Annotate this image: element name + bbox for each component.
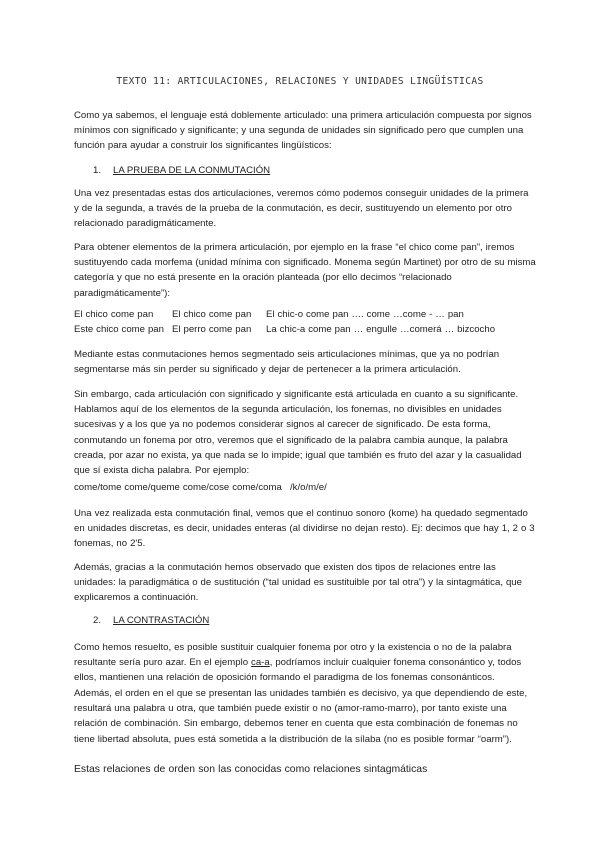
example-cell: El chico come pan <box>74 309 154 320</box>
section-1-heading <box>93 164 270 178</box>
example-cell: El perro come pan <box>172 324 252 336</box>
phoneme-example-words: come/tome come/queme come/cose come/coma <box>74 482 282 493</box>
example-row-2 <box>74 322 536 337</box>
section-2-paragraph-3: Estas relaciones de orden son las conocidas como relaciones sintagmáticas <box>74 764 428 775</box>
phoneme-example-phonemes: /k/o/m/e/ <box>290 482 327 493</box>
example-cell: El chico come pan <box>172 309 252 320</box>
section-2-paragraph-1: Como hemos resuelto, es posible sustituir cualquier fonema por otro y la existencia o no de la palabra resultante sería puro azar. En el ejemplo ca-a, podríamos incluir cualquier fonema consonántico y, todos ellos, mantienen una relación de oposición formando el paradigma de los fonemas consonánticos. <box>74 642 522 684</box>
section-1-paragraph-4: Sin embargo, cada articulación con significado y significante está articulada en cuanto a su significante. Hablamos aquí de los elementos de la segunda articulación, los fonemas, no divisibles en unidades sucesivas y a los que ya no podemos considerar signos al carecer de significado. De esta forma, conmutando un fonema por otro, veremos que el significado de la palabra cambia aunque, la palabra creada, por azar no exista, ya que nada se lo impide; igual que también es fruto del azar y la casualidad que sí exista dicha palabra. Por ejemplo: <box>74 389 522 477</box>
example-row-1 <box>74 307 536 322</box>
section-1-paragraph-6: Además, gracias a la conmutación hemos observado que existen dos tipos de relaciones entre las unidades: la paradigmática o de sustitución (“tal unidad es sustituible por tal otra”) y la sintagmática, que explicaremos a continuación. <box>74 562 522 604</box>
section-1-paragraph-3: Mediante estas conmutaciones hemos segmentado seis articulaciones mínimas, que ya no podrían segmentarse más sin perder su significado y dejar de pertenecer a la primera articulación. <box>74 349 500 376</box>
example-cell: El chic-o come pan …. come …come - … pan <box>266 309 464 320</box>
intro-paragraph: Como ya sabemos, el lenguaje está doblemente articulado: una primera articulación compuesta por signos mínimos con significado y significante; y una segunda de unidades sin significado pero que cumplen una función para ayudar a construir los significantes lingüísticos: <box>74 110 532 152</box>
section-1-number: 1. <box>93 165 102 176</box>
section-1-paragraph-2: Para obtener elementos de la primera articulación, por ejemplo en la frase “el chico come pan”, iremos sustituyendo cada morfema (unidad mínima con significado. Monema según Martinet) por otro de su misma categoría y que no está presente en la oración planteada (por ello decimos “relacionado paradigmáticamente”): <box>74 242 536 299</box>
section-2-heading <box>93 614 209 628</box>
example-cell: La chic-a come pan … engulle …comerá … bizcocho <box>266 324 496 336</box>
section-2-title: LA CONTRASTACIÓN <box>113 615 210 626</box>
section-1-title: LA PRUEBA DE LA CONMUTACIÓN <box>113 165 271 176</box>
phoneme-example <box>74 480 536 495</box>
section-2-number: 2. <box>93 615 102 626</box>
example-cell: Este chico come pan <box>74 324 164 336</box>
example-ca-a: ca-a <box>251 657 270 669</box>
section-1-paragraph-1: Una vez presentadas estas dos articulaciones, veremos cómo podemos conseguir unidades de la primera y de la segunda, a través de la prueba de la conmutación, es decir, sustituyendo un elemento por otro relacionado paradigmáticamente. <box>74 188 529 230</box>
section-1-paragraph-5: Una vez realizada esta conmutación final, vemos que el continuo sonoro (kome) ha quedado segmentado en unidades discretas, es decir, unidades enteras (al dividirse no dejan resto). Ej: decimos que hay 1, 2 o 3 fonemas, no 2'5. <box>74 508 535 550</box>
section-2-paragraph-2: Además, el orden en el que se presentan las unidades también es decisivo, ya que dependiendo de este, resultará una palabra u otra, que también puede existir o no (amor-ramo-marro), por tanto existe una relación de combinación. Sin embargo, debemos tener en cuenta que esta combinación de fonemas no tiene libertad absoluta, pues está sometida a la distribución de la sílaba (no es posible formar “oarm”). <box>74 688 528 745</box>
morpheme-examples <box>74 307 536 337</box>
page-title: TEXTO 11: ARTICULACIONES, RELACIONES Y UNIDADES LINGÜÍSTICAS <box>116 76 484 87</box>
